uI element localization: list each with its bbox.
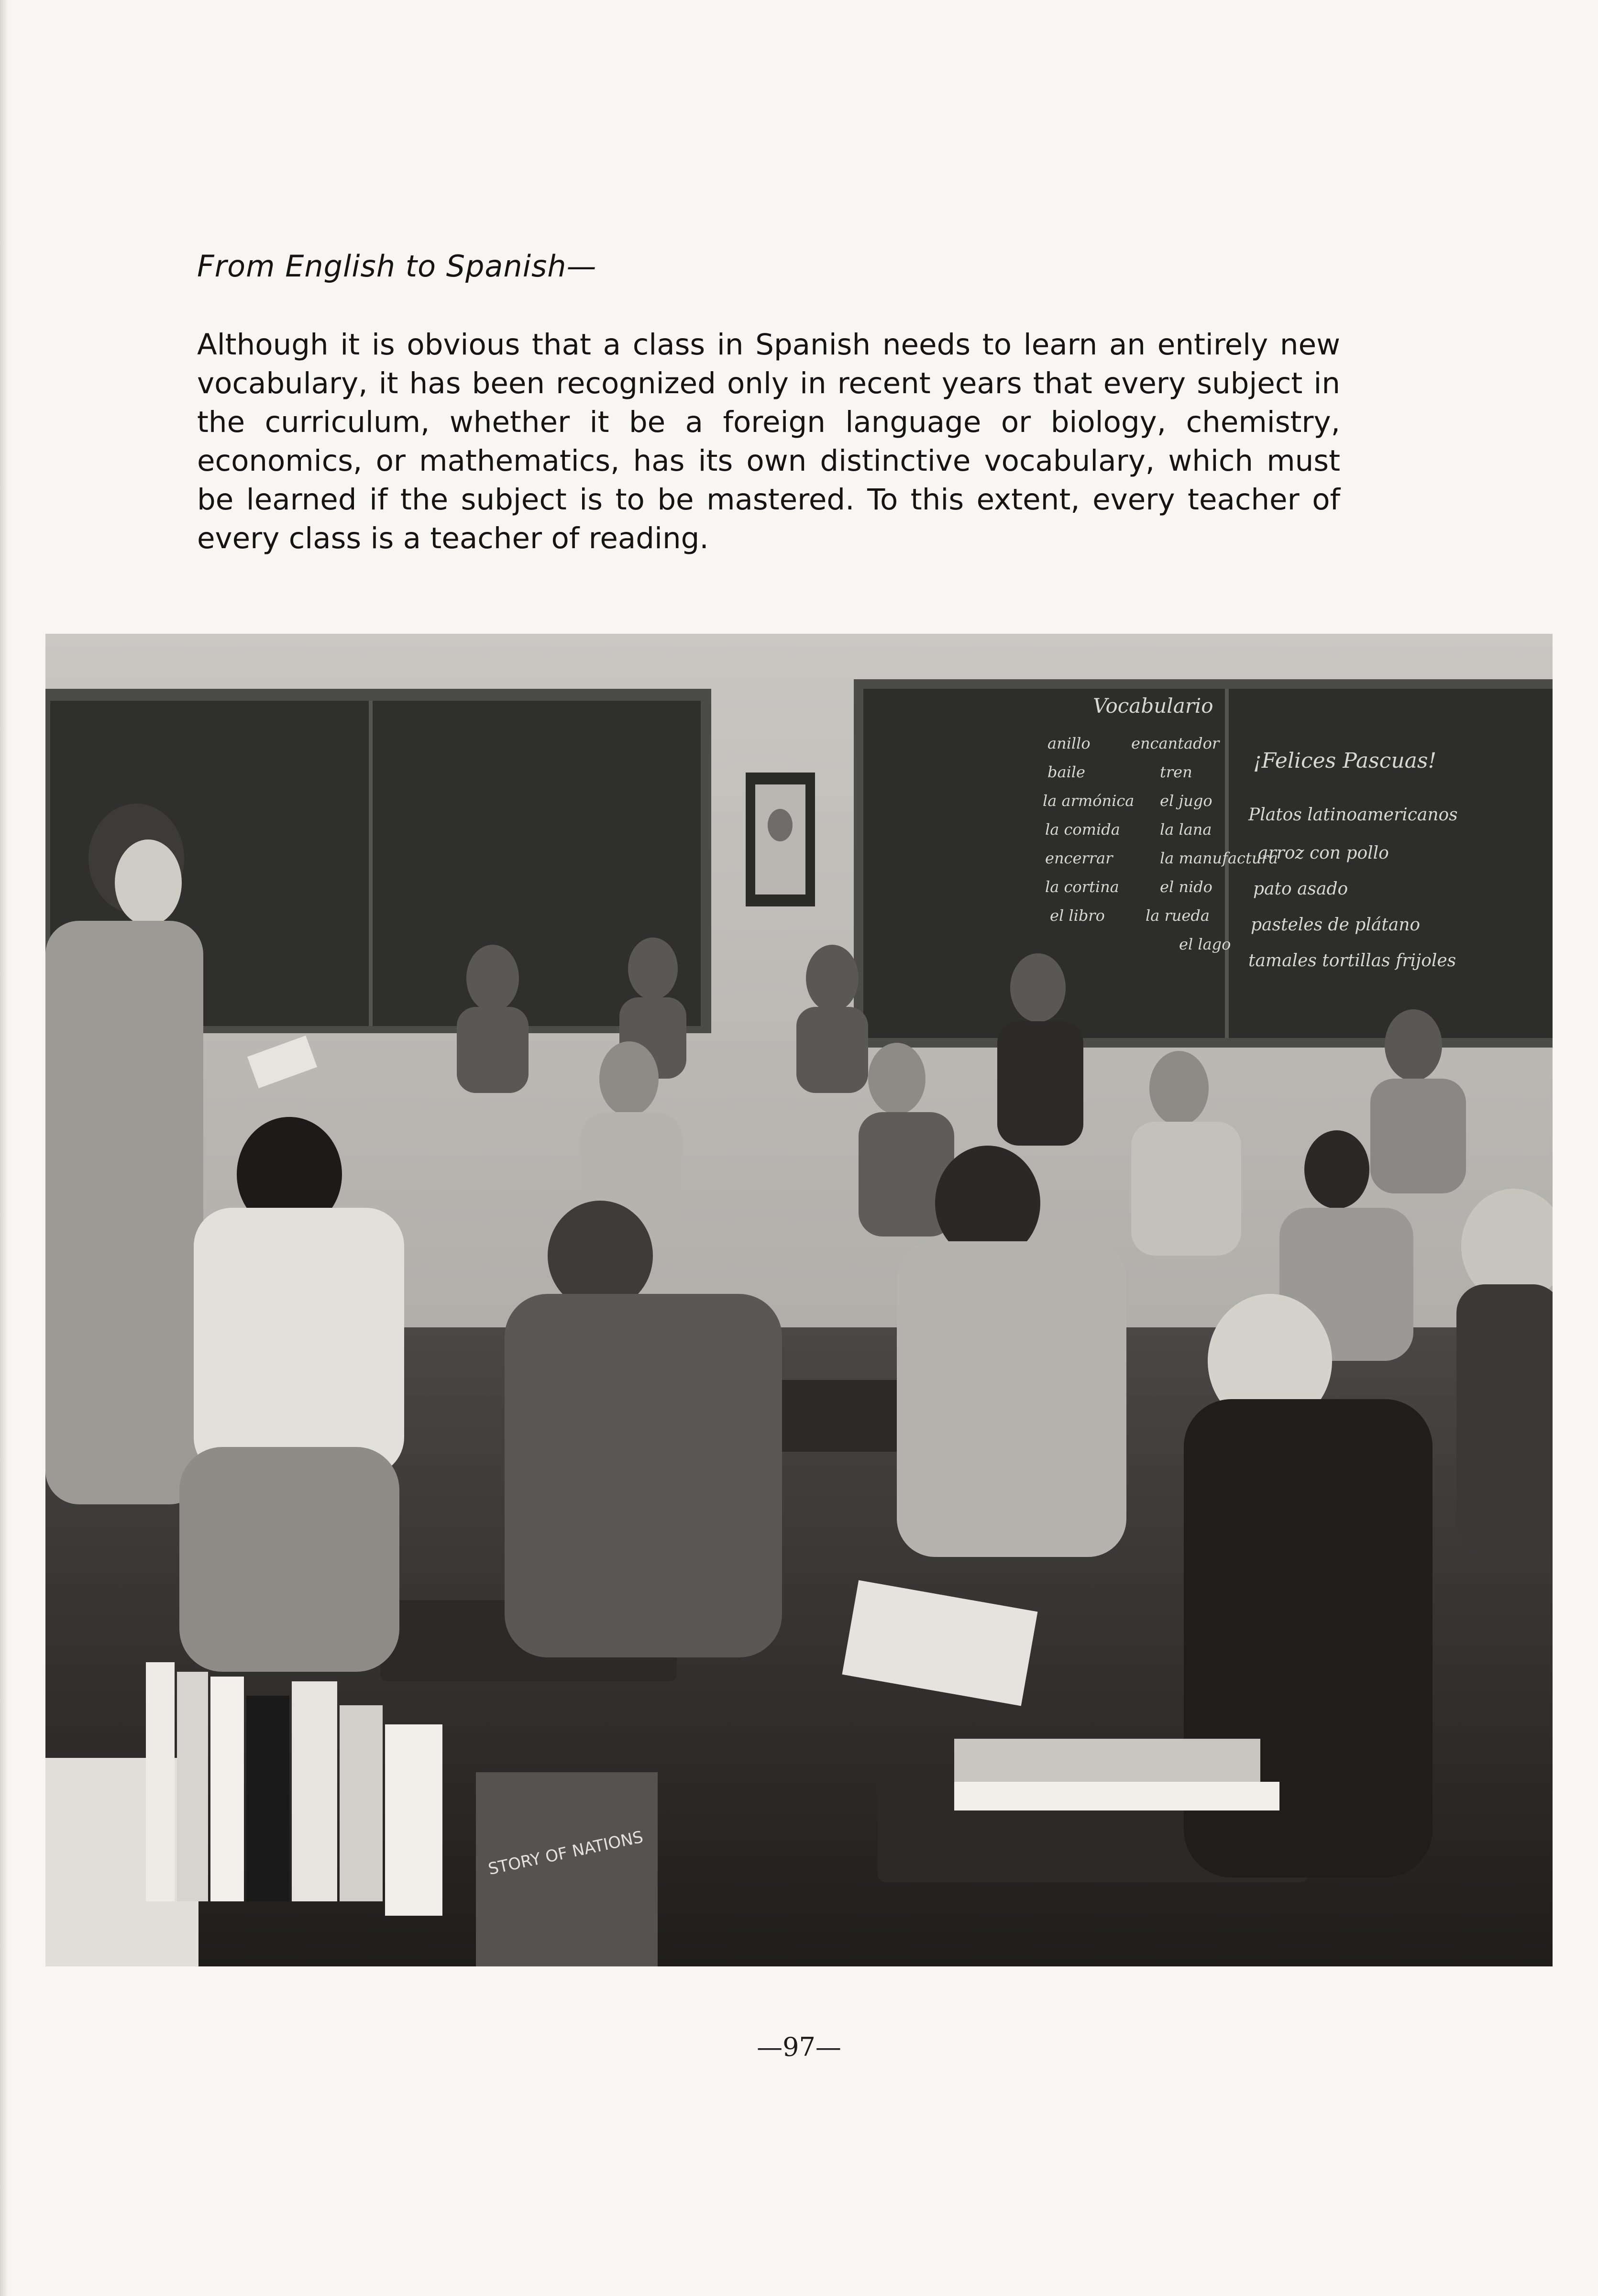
chalk-title: Vocabulario <box>1093 694 1213 718</box>
classroom-photo <box>45 634 1553 1966</box>
chalk-word: la comida <box>1045 820 1120 839</box>
chalk-word: anillo <box>1047 734 1091 752</box>
chalk-title-right: ¡Felices Pascuas! <box>1253 749 1437 773</box>
chalk-word: el lago <box>1179 935 1231 953</box>
chalk-dish: tamales tortillas frijoles <box>1248 951 1456 971</box>
chalk-word: encerrar <box>1045 849 1113 867</box>
scan-edge <box>0 0 9 2296</box>
chalk-word: tren <box>1160 763 1192 781</box>
chalk-word: el libro <box>1050 906 1105 925</box>
chalk-word: baile <box>1047 763 1085 781</box>
chalk-word: encantador <box>1131 734 1220 752</box>
chalk-dish: pasteles de plátano <box>1251 915 1421 935</box>
chalk-list-heading: Platos latinoamericanos <box>1248 805 1458 825</box>
page-number: —97— <box>757 2032 841 2062</box>
chalk-word: la rueda <box>1146 906 1210 925</box>
chalk-dish: arroz con pollo <box>1258 843 1389 863</box>
chalk-word: el jugo <box>1160 792 1212 810</box>
chalk-word: la manufactura <box>1160 849 1278 867</box>
chalk-word: la armónica <box>1043 792 1135 810</box>
chalk-dish: pato asado <box>1253 879 1348 899</box>
book-spine-title: STORY OF NATIONS <box>486 1827 645 1879</box>
chalk-word: el nido <box>1160 878 1212 896</box>
body-paragraph: Although it is obvious that a class in Spanish needs to learn an entirely new vocabulary, it has been recognized only in recent years that every subject in the curriculum, whether it be a foreign language or biology, chemistry, economics, or mathematics, has its own distinctive vocabulary, which must be learned if the subject is to be mastered. To this extent, every teacher of every class is a teacher of reading. <box>197 328 1340 555</box>
chalk-word: la lana <box>1160 820 1212 839</box>
classroom-photo-illustration <box>45 634 1553 1966</box>
chalk-word: la cortina <box>1045 878 1119 896</box>
page-heading: From English to Spanish— <box>197 249 597 284</box>
